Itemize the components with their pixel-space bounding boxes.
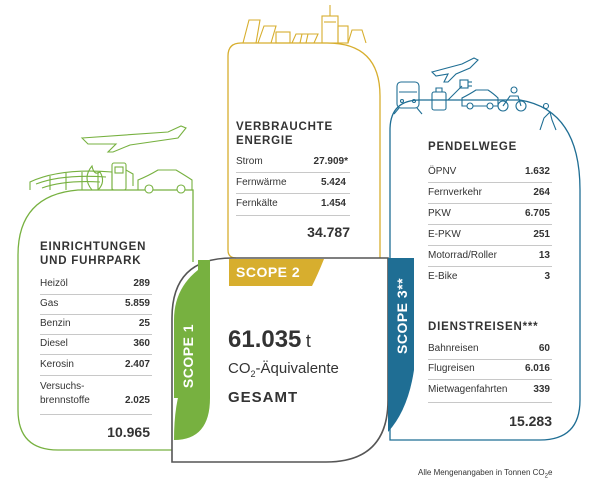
grand-total-caption: GESAMT	[228, 389, 299, 406]
scope3-icons	[394, 58, 556, 130]
list-item	[428, 250, 550, 264]
item-label: E-PKW	[428, 229, 461, 240]
item-value: 3	[544, 271, 550, 282]
list-item	[428, 363, 550, 377]
scope3-badge-label: SCOPE 3**	[394, 277, 410, 354]
separator	[40, 354, 152, 355]
grand-total-value: 61.035	[228, 326, 302, 353]
item-value: 1.454	[320, 198, 346, 209]
car-icon	[138, 170, 192, 193]
scope2-heading-line2: ENERGIE	[236, 135, 294, 147]
separator	[236, 172, 350, 173]
item-value: 1.632	[524, 166, 550, 177]
item-value: 60	[538, 343, 550, 354]
list-item	[236, 198, 346, 212]
list-item	[40, 338, 150, 352]
scope2-total: 34.787	[307, 224, 350, 240]
scope1-badge-label: SCOPE 1	[180, 323, 196, 389]
item-value: 2.407	[124, 359, 150, 370]
item-value: 13	[538, 250, 550, 261]
power-plant-icon	[243, 20, 290, 43]
scope1-heading-line1: EINRICHTUNGEN	[40, 241, 147, 253]
grand-total-unit: t	[305, 331, 311, 351]
item-value: 6.705	[524, 208, 550, 219]
separator	[428, 224, 552, 225]
airplane-icon	[432, 58, 478, 82]
scope1-total: 10.965	[107, 424, 150, 440]
item-label-line1: Versuchs-	[40, 381, 85, 392]
separator	[428, 266, 552, 267]
scope3-total: 15.283	[509, 413, 552, 429]
item-value: 289	[133, 278, 150, 289]
separator	[236, 193, 350, 194]
item-value: 25	[138, 318, 150, 329]
list-item	[40, 278, 150, 292]
item-label: Fernkälte	[236, 198, 278, 209]
flame-icon	[87, 166, 103, 190]
grand-total-unit-label: $CO_2$-Äquivalente	[228, 360, 339, 379]
item-label: Diesel	[40, 338, 68, 349]
list-item	[428, 343, 550, 357]
airplane-icon	[82, 126, 186, 152]
tower-icon	[322, 5, 366, 43]
item-label: Fernwärme	[236, 177, 287, 188]
separator	[428, 245, 552, 246]
scope1-heading-line2: UND FUHRPARK	[40, 255, 142, 267]
item-value: 251	[533, 229, 550, 240]
item-label: Benzin	[40, 318, 71, 329]
list-item	[40, 380, 150, 410]
item-value: 27.909*	[313, 156, 348, 167]
list-item	[428, 271, 550, 285]
electric-plug-icon	[448, 80, 472, 100]
list-item	[40, 298, 150, 312]
item-value: 2.025	[124, 395, 150, 406]
item-value: 5.424	[320, 177, 346, 188]
item-label: Heizöl	[40, 278, 68, 289]
list-item	[236, 177, 346, 191]
separator	[428, 379, 552, 380]
separator	[428, 182, 552, 183]
item-label	[40, 380, 90, 408]
scope2-heading-line1: VERBRAUCHTE	[236, 121, 333, 133]
separator	[428, 402, 552, 403]
list-item	[428, 187, 550, 201]
item-label: Flugreisen	[428, 363, 475, 374]
list-item	[428, 166, 550, 180]
list-item	[236, 156, 348, 170]
grand-total-value-line	[228, 326, 388, 357]
list-item	[428, 229, 550, 243]
scope1-icons	[30, 126, 192, 193]
item-value: 360	[133, 338, 150, 349]
list-item	[40, 359, 150, 373]
item-label: ÖPNV	[428, 166, 457, 177]
list-item	[40, 318, 150, 332]
separator	[40, 334, 152, 335]
grand-total	[228, 326, 388, 410]
item-label: PKW	[428, 208, 451, 219]
item-value: 5.859	[124, 298, 150, 309]
scope2-heading	[236, 120, 333, 148]
luggage-icon	[432, 88, 446, 110]
separator	[40, 314, 152, 315]
separator	[40, 294, 152, 295]
separator	[428, 203, 552, 204]
separator	[236, 215, 350, 216]
footnote: Alle Mengenangaben in Tonnen $CO_2e$	[418, 468, 553, 480]
item-label: Fernverkehr	[428, 187, 482, 198]
item-label-line2: brennstoffe	[40, 395, 90, 406]
separator	[40, 414, 152, 415]
item-label: Bahnreisen	[428, 343, 479, 354]
fuel-pump-icon	[112, 163, 133, 190]
list-item	[428, 384, 550, 398]
separator	[428, 359, 552, 360]
item-label: Kerosin	[40, 359, 74, 370]
list-item	[428, 208, 550, 222]
item-label: Mietwagenfahrten	[428, 384, 508, 395]
item-label: Motorrad/Roller	[428, 250, 497, 261]
business-travel-heading: DIENSTREISEN***	[428, 321, 539, 333]
item-value: 6.016	[524, 363, 550, 374]
item-value: 339	[533, 384, 550, 395]
commute-heading: PENDELWEGE	[428, 141, 518, 153]
motorcycle-icon	[498, 87, 526, 111]
item-value: 264	[533, 187, 550, 198]
item-label: E-Bike	[428, 271, 458, 282]
train-icon	[394, 82, 422, 114]
scope2-badge-label: SCOPE 2	[236, 264, 301, 280]
item-label: Strom	[236, 156, 263, 167]
scope1-heading	[40, 240, 146, 268]
scope2-icons	[243, 5, 366, 43]
separator	[40, 375, 152, 376]
solar-panel-icon	[292, 34, 318, 43]
item-label: Gas	[40, 298, 59, 309]
